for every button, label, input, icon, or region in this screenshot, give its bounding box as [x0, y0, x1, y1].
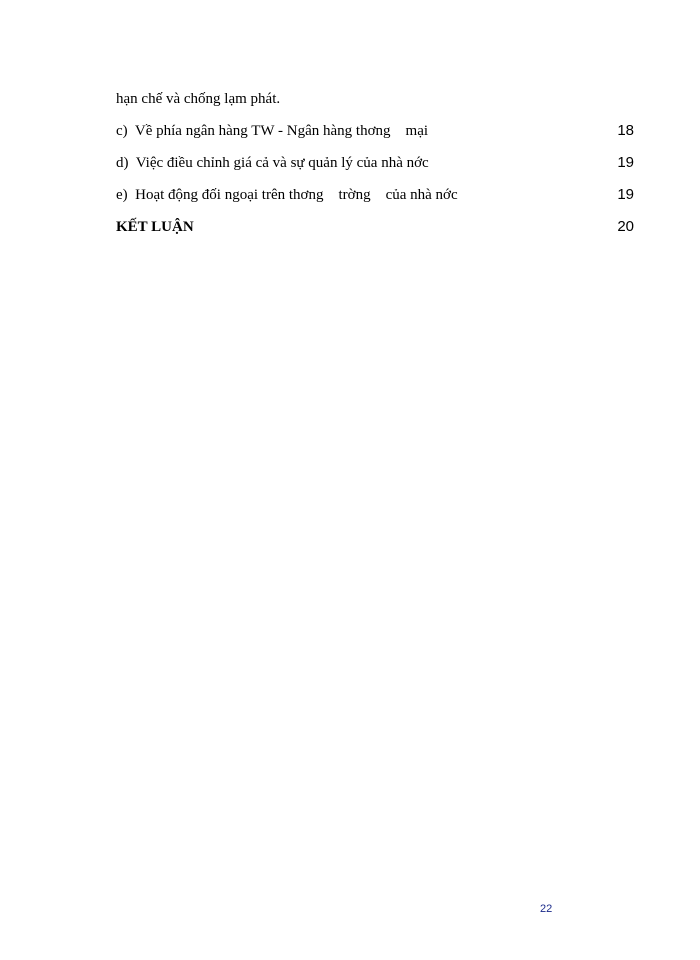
footer-page-number: 22	[540, 903, 553, 915]
toc-entry-text: e) Hoạt động đối ngoại trên thơng trờng của nhà nớc	[116, 187, 458, 203]
toc-entry-text: hạn chế và chống lạm phát.	[116, 91, 281, 107]
toc-entry-heading: KẾT LUẬN	[116, 219, 194, 235]
toc-entry-page-number: 18	[617, 122, 634, 139]
toc-entry-page-number: 19	[617, 186, 634, 203]
toc-entry-text: d) Việc điều chỉnh giá cả và sự quản lý của nhà nớc	[116, 155, 429, 171]
toc-continuation-line	[116, 90, 636, 108]
toc-entry-d	[116, 154, 636, 172]
toc-entry-page-number: 20	[617, 218, 634, 235]
toc-entry-page-number: 19	[617, 154, 634, 171]
toc-entry-conclusion	[116, 218, 636, 236]
toc-entry-e	[116, 186, 636, 204]
toc-entry-text: c) Về phía ngân hàng TW - Ngân hàng thơng mại	[116, 123, 429, 139]
toc-entry-c	[116, 122, 636, 140]
